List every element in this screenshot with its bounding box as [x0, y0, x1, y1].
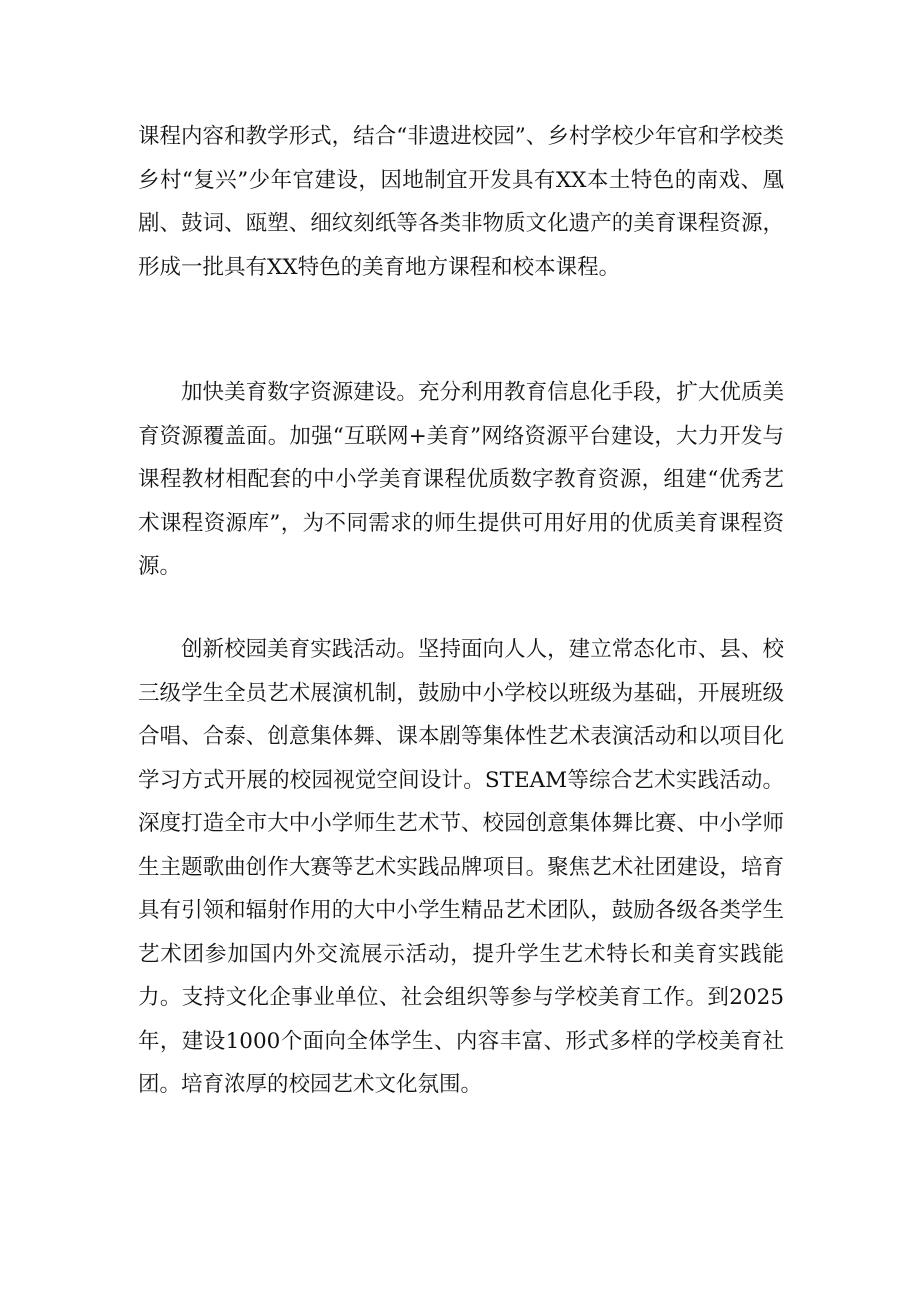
paragraph-curriculum-content: 课程内容和教学形式，结合“非遗进校园”、乡村学校少年官和学校类乡村“复兴”少年官建设，因地制宜开发具有XX本土特色的南戏、凰剧、鼓词、瓯塑、细纹刻纸等各类非物质文化遗产的美育课程资源，形成一批具有XX特色的美育地方课程和校本课程。 — [138, 124, 784, 280]
paragraph-practice-activities: 创新校园美育实践活动。坚持面向人人，建立常态化市、县、校三级学生全员艺术展演机制，鼓励中小学校以班级为基础，开展班级合唱、合泰、创意集体舞、课本剧等集体性艺术表演活动和以项目化学习方式开展的校园视觉空间设计。STEAM等综合艺术实践活动。深度打造全市大中小学师生艺术节、校园创意集体舞比赛、中小学师生主题歌曲创作大赛等艺术实践品牌项目。聚焦艺术社团建设，培育具有引领和辐射作用的大中小学生精品艺术团队，鼓励各级各类学生艺术团参加国内外交流展示活动，提升学生艺术特长和美育实践能力。支持文化企事业单位、社会组织等参与学校美育工作。到2025年，建设1000个面向全体学生、内容丰富、形式多样的学校美育社团。培育浓厚的校园艺术文化氛围。 — [138, 637, 784, 1097]
paragraph-digital-resources: 加快美育数字资源建设。充分利用教育信息化手段，扩大优质美育资源覆盖面。加强“互联网+美育”网络资源平台建设，大力开发与课程教材相配套的中小学美育课程优质数字教育资源，组建“优秀艺术课程资源库”，为不同需求的师生提供可用好用的优质美育课程资源。 — [138, 380, 784, 579]
